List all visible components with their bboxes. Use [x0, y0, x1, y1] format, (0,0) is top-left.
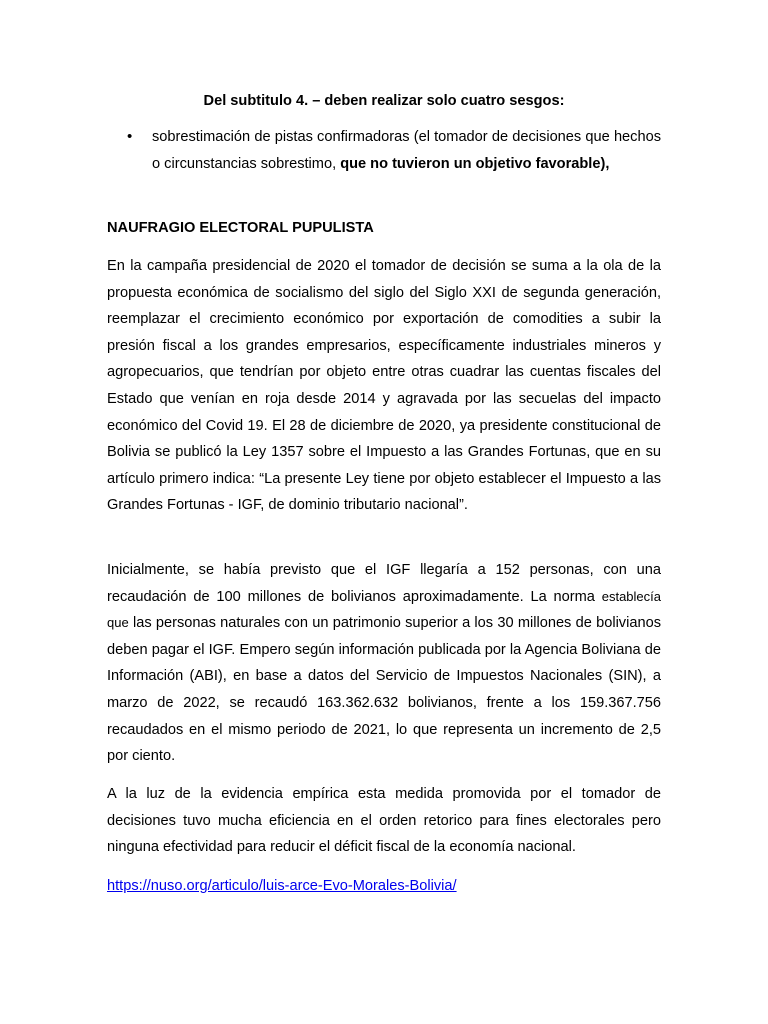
bullet-dot-icon: •	[127, 128, 133, 145]
paragraph-igf-small: establecía que	[107, 588, 661, 631]
paragraph-igf	[107, 557, 661, 770]
section-title: NAUFRAGIO ELECTORAL PUPULISTA	[107, 220, 374, 236]
bullet-text-regular: sobrestimación de pistas confirmadoras (el tomador de decisiones que hechos o circunstancias sobrestimo,	[152, 129, 661, 172]
source-link[interactable]: https://nuso.org/articulo/luis-arce-Evo-Morales-Bolivia/	[107, 878, 457, 894]
subtitle-heading: Del subtitulo 4. – deben realizar solo cuatro sesgos:	[203, 93, 565, 109]
paragraph-igf-part2: las personas naturales con un patrimonio superior a los 30 millones de bolivianos deben pagar el IGF. Empero según información publicada por la Agencia Boliviana de Información (ABI), en base a datos del Servicio de Impuestos Nacionales (SIN), a marzo de 2022, se recaudó 163.362.632 bolivianos, frente a los 159.367.756 recaudados en el mismo periodo de 2021, lo que representa un incremento de 2,5 por ciento.	[107, 615, 661, 765]
paragraph-campaign: En la campaña presidencial de 2020 el tomador de decisión se suma a la ola de la propuesta económica de socialismo del siglo del Siglo XXI de segunda generación, reemplazar el crecimiento económico por exportación de comodities a subir la presión fiscal a los grandes empresarios, específicamente industriales mineros y agropecuarios, que tendrían por objeto entre otras cuadrar las cuentas fiscales del Estado que venían en roja desde 2014 y agravada por las secuelas del impacto económico del Covid 19. El 28 de diciembre de 2020, ya presidente constitucional de Bolivia se publicó la Ley 1357 sobre el Impuesto a las Grandes Fortunas, que en su artículo primero indica: “La presente Ley tiene por objeto establecer el Impuesto a las Grandes Fortunas - IGF, de dominio tributario nacional”.	[107, 258, 661, 514]
paragraph-evidence: A la luz de la evidencia empírica esta medida promovida por el tomador de decisiones tuvo mucha eficiencia en el orden retorico para fines electorales pero ninguna efectividad para reducir el déficit fiscal de la economía nacional.	[107, 786, 661, 856]
paragraph-igf-part1: Inicialmente, se había previsto que el IGF llegaría a 152 personas, con una recaudación de 100 millones de bolivianos aproximadamente. La norma	[107, 562, 661, 605]
bullet-item	[152, 124, 661, 177]
bullet-text-bold: que no tuvieron un objetivo favorable),	[340, 155, 610, 172]
